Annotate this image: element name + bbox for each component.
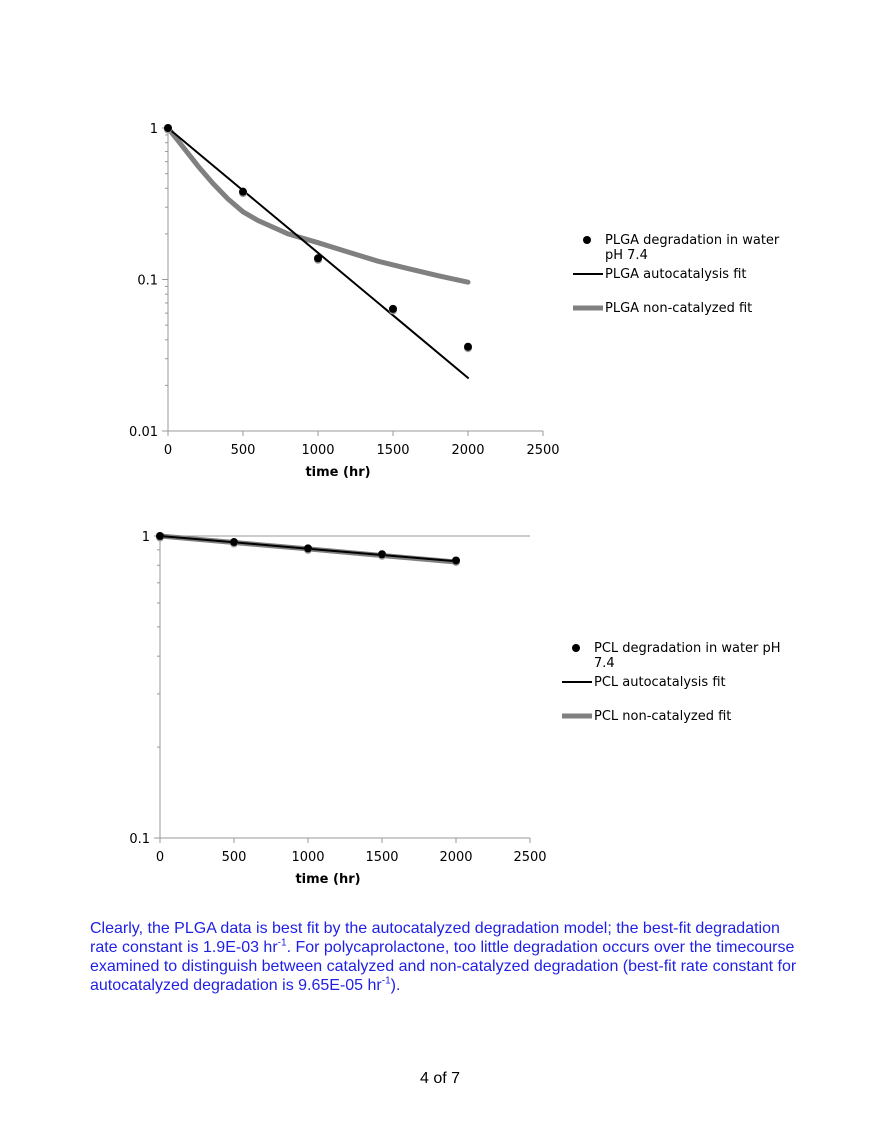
- x-tick-label: 2500: [513, 850, 547, 865]
- x-tick-label: 1000: [301, 443, 335, 458]
- conclusion-text-2: . For polycaprolactone, too little degradation occurs over the timecourse examined to distinguish between catalyzed and non-catalyzed degradation (best-fit rate constant for autocatalyzed degradation is 9.65E-05 hr: [90, 939, 797, 994]
- legend-label: PCL autocatalysis fit: [594, 675, 726, 690]
- x-tick-label: 2000: [439, 850, 473, 865]
- data-point: [304, 544, 312, 552]
- x-tick-label: 0: [163, 443, 173, 458]
- legend-label: pH 7.4: [605, 248, 648, 263]
- page-number: 4 of 7: [419, 1070, 461, 1087]
- y-tick-label: 0.01: [129, 425, 158, 440]
- x-tick-label: 1000: [291, 850, 325, 865]
- data-point: [378, 550, 386, 558]
- x-tick-label: 2500: [526, 443, 560, 458]
- conclusion-sup-2: -1: [381, 975, 391, 987]
- x-axis-title: time (hr): [295, 872, 361, 887]
- conclusion-text-3: ).: [390, 977, 401, 994]
- y-tick-label: 0.1: [137, 273, 158, 289]
- x-tick-label: 500: [230, 443, 256, 458]
- legend-label: PCL non-catalyzed fit: [594, 709, 732, 724]
- legend-label: PLGA degradation in water: [605, 233, 780, 248]
- legend-label: PLGA non-catalyzed fit: [605, 301, 753, 316]
- legend-marker: [572, 644, 580, 652]
- legend-label: 7.4: [594, 656, 615, 671]
- y-tick-label: 0.1: [129, 832, 150, 847]
- conclusion-paragraph: [90, 919, 810, 995]
- data-point: [230, 538, 238, 546]
- y-tick-label: 1: [141, 530, 150, 545]
- x-tick-label: 0: [155, 850, 165, 865]
- x-tick-label: 1500: [365, 850, 399, 865]
- x-tick-label: 500: [221, 850, 247, 865]
- y-tick-label: 1: [149, 122, 158, 137]
- legend-label: PCL degradation in water pH: [594, 641, 781, 656]
- legend-label: PLGA autocatalysis fit: [605, 267, 747, 282]
- x-axis-title: time (hr): [305, 465, 371, 480]
- x-tick-label: 2000: [451, 443, 485, 458]
- conclusion-text-1: Clearly, the PLGA data is best fit by the autocatalyzed degradation model; the best-fit degradation rate constant is 1.9E-03 hr: [90, 920, 780, 956]
- data-point: [156, 532, 164, 540]
- x-tick-label: 1500: [376, 443, 410, 458]
- conclusion-sup-1: -1: [277, 937, 287, 949]
- data-point: [452, 556, 460, 564]
